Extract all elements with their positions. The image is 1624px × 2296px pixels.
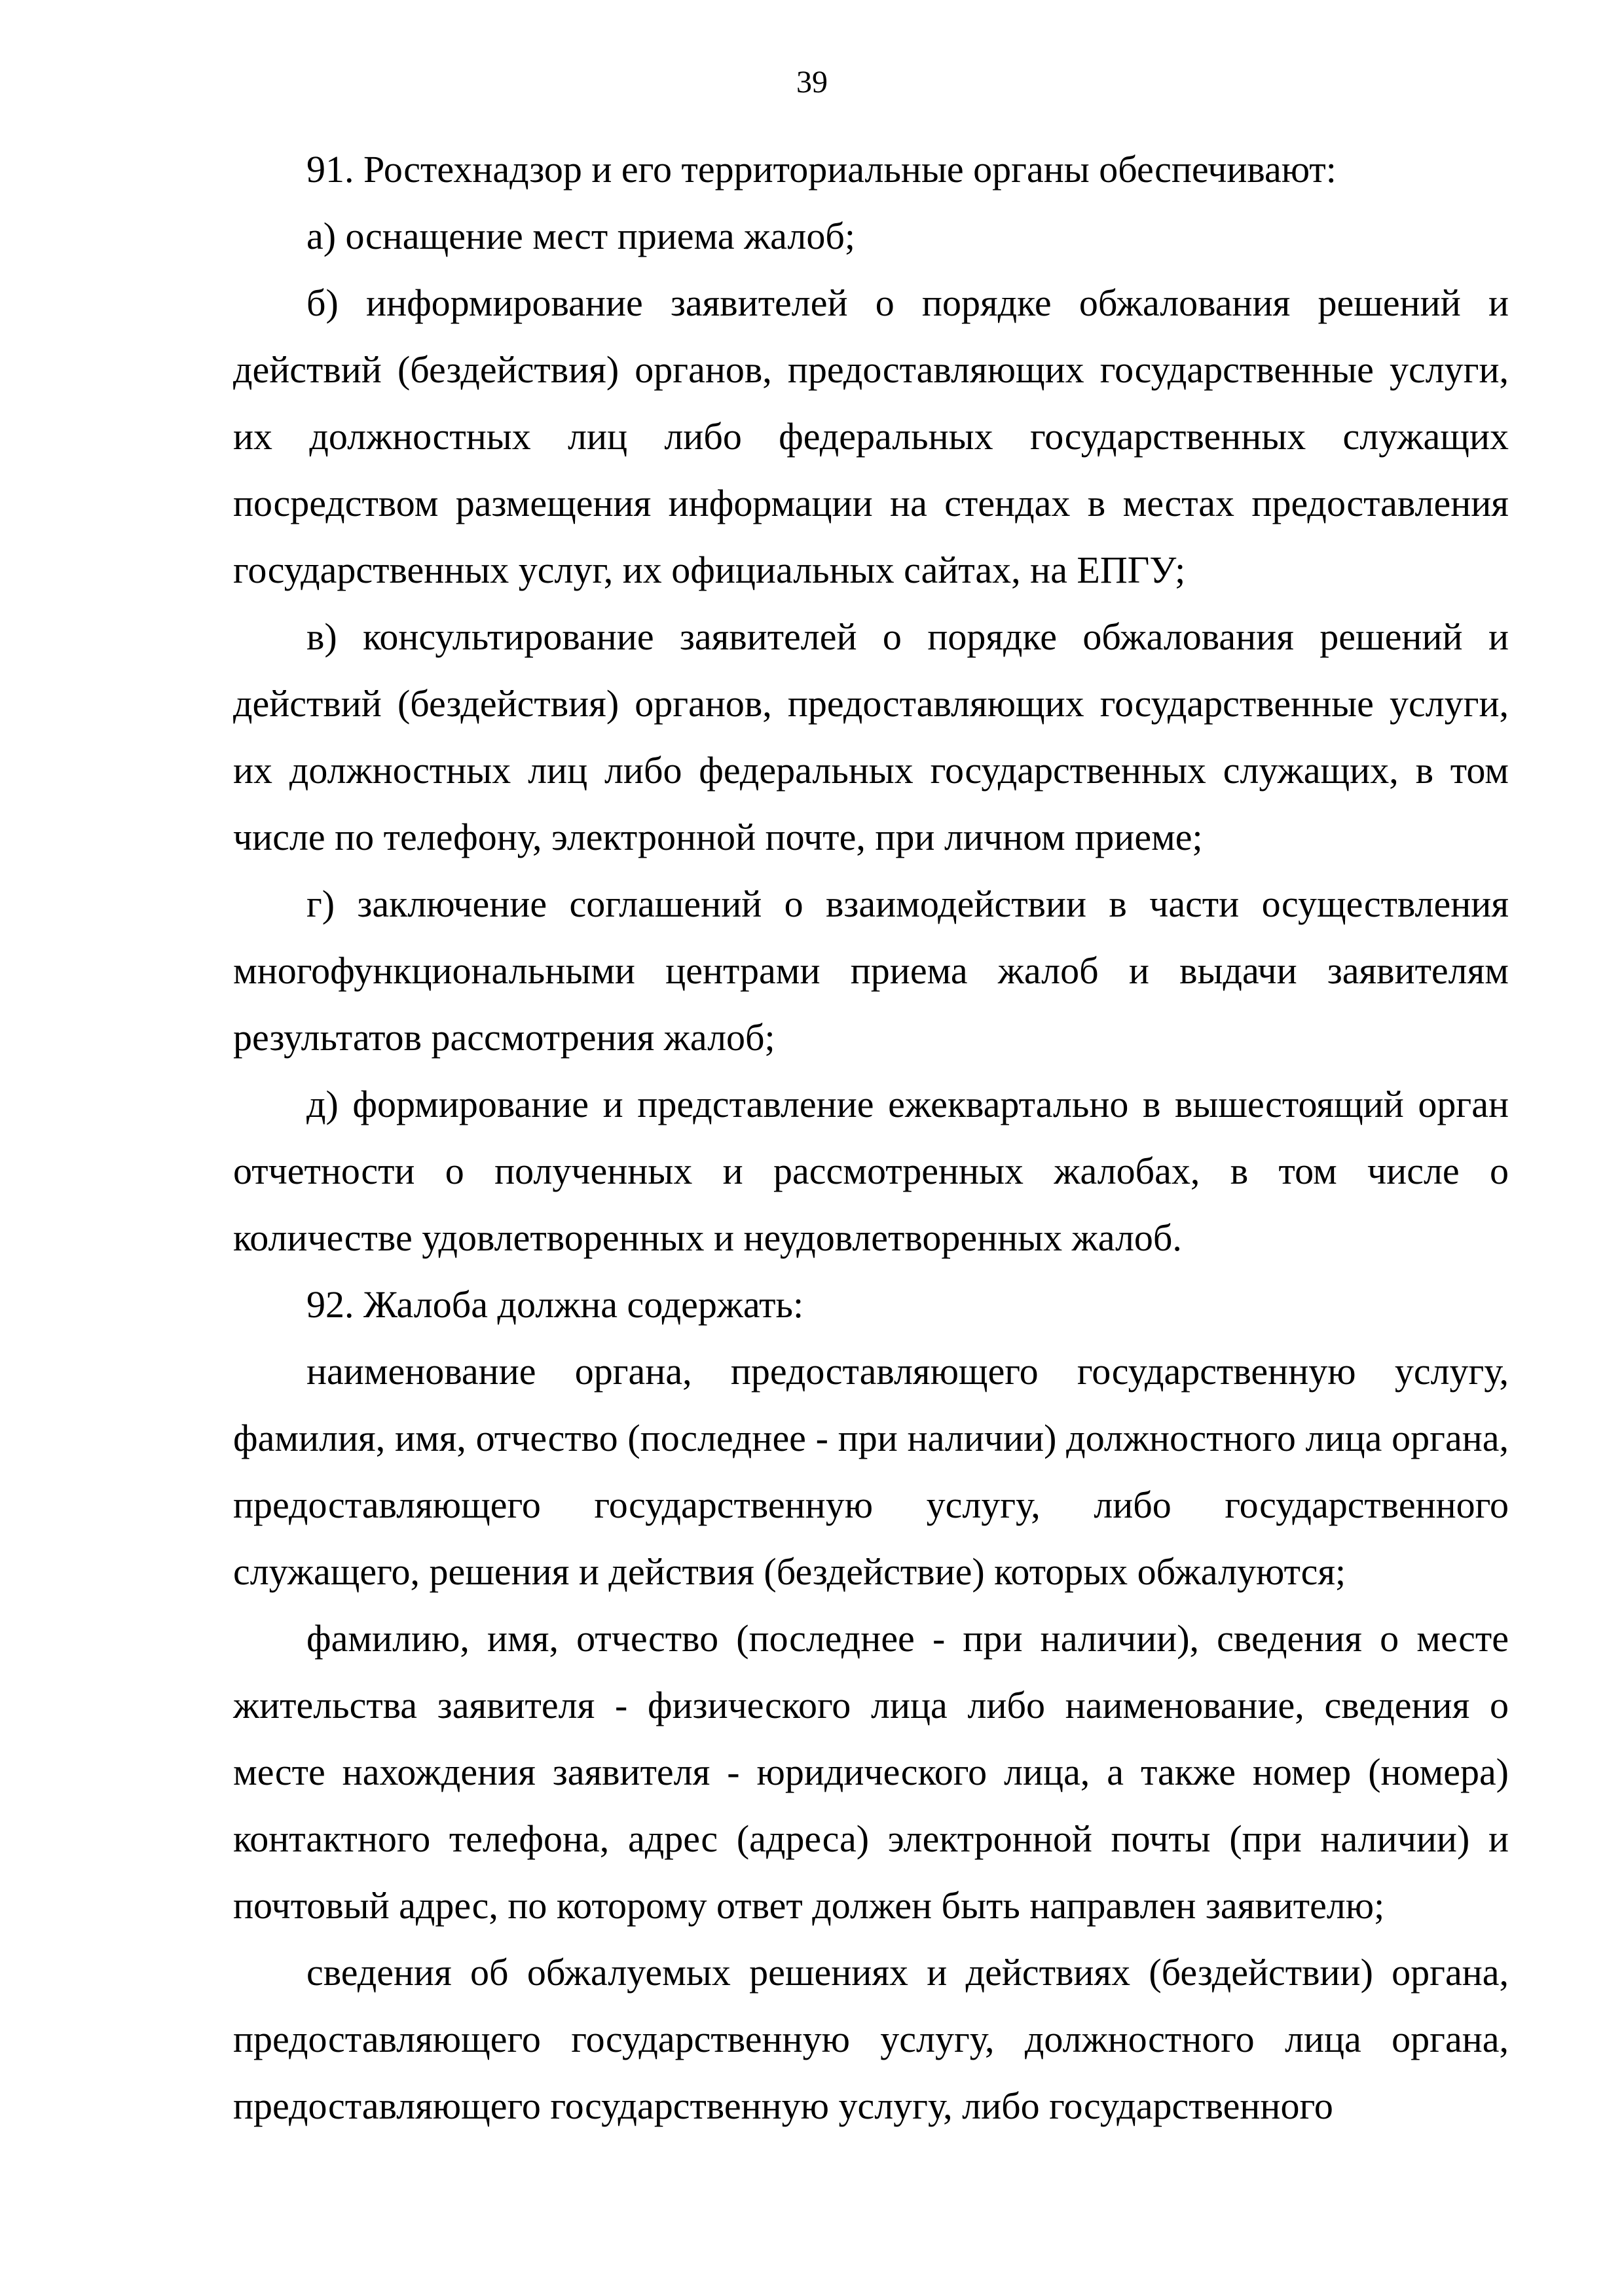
paragraph-92-item-3: сведения об обжалуемых решениях и действиях (бездействии) органа, предоставляющего государственную услугу, должностного лица органа, предоставляющего государственную услугу, либо государственного bbox=[233, 1951, 1509, 2127]
paragraph-91-d: д) формирование и представление ежеквартально в вышестоящий орган отчетности о полученных и рассмотренных жалобах, в том числе о количестве удовлетворенных и неудовлетворенных жалоб. bbox=[233, 1083, 1509, 1259]
paragraph-91-g: г) заключение соглашений о взаимодействии в части осуществления многофункциональными центрами приема жалоб и выдачи заявителям результатов рассмотрения жалоб; bbox=[233, 883, 1509, 1059]
paragraph-91-intro: 91. Ростехнадзор и его территориальные органы обеспечивают: bbox=[306, 148, 1337, 191]
page-number: 39 bbox=[796, 65, 828, 100]
paragraph-92-item-1: наименование органа, предоставляющего государственную услугу, фамилия, имя, отчество (последнее - при наличии) должностного лица органа, предоставляющего государственную услугу, либо государственного служащего, решения и действия (бездействие) которых обжалуются; bbox=[233, 1350, 1509, 1593]
paragraph-91-a: а) оснащение мест приема жалоб; bbox=[306, 215, 855, 257]
paragraph-91-v: в) консультирование заявителей о порядке обжалования решений и действий (бездействия) органов, предоставляющих государственные услуги, их должностных лиц либо федеральных государственных служащих, в том числе по телефону, электронной почте, при личном приеме; bbox=[233, 615, 1509, 858]
body-text bbox=[233, 136, 1509, 2140]
paragraph-92-intro: 92. Жалоба должна содержать: bbox=[306, 1283, 804, 1326]
paragraph-91-b: б) информирование заявителей о порядке обжалования решений и действий (бездействия) органов, предоставляющих государственные услуги, их должностных лиц либо федеральных государственных служащих посредством размещения информации на стендах в местах предоставления государственных услуг, их официальных сайтах, на ЕПГУ; bbox=[233, 282, 1509, 591]
paragraph-92-item-2: фамилию, имя, отчество (последнее - при наличии), сведения о месте жительства заявителя - физического лица либо наименование, сведения о месте нахождения заявителя - юридического лица, а также номер (номера) контактного телефона, адрес (адреса) электронной почты (при наличии) и почтовый адрес, по которому ответ должен быть направлен заявителю; bbox=[233, 1617, 1509, 1927]
